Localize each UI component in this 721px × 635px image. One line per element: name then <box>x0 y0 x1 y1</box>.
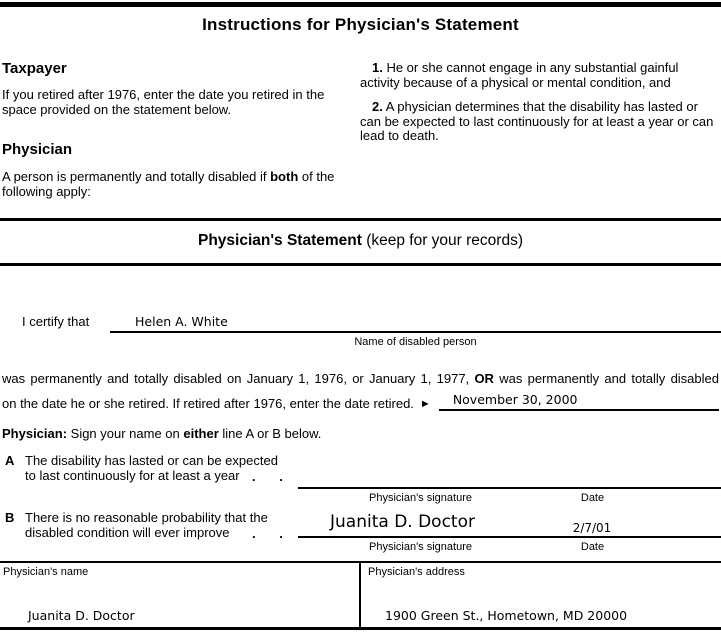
physician-address-label: Physician's address <box>368 566 465 578</box>
item-2-number: 2. <box>372 99 383 114</box>
line-b-leader-dots: . . <box>252 526 293 541</box>
footer-table-bottom-border <box>0 627 721 630</box>
arrowhead-icon: ► <box>419 398 431 410</box>
physician-address-value[interactable]: 1900 Green St., Hometown, MD 20000 <box>385 608 628 623</box>
condition-item-1 <box>360 61 719 90</box>
disabled-line1-bold-or: OR <box>474 371 494 386</box>
disabled-name-value: Helen A. White <box>135 314 228 329</box>
line-b-letter: B <box>5 510 15 525</box>
item-1-text: He or she cannot engage in any substantial gainful activity because of a physical or mental condition, and <box>360 60 679 90</box>
physician-paragraph-bold: both <box>270 169 299 184</box>
physician-paragraph-text2: of the following apply: <box>2 169 335 199</box>
condition-item-2 <box>360 100 719 144</box>
line-b-text-2: disabled condition will ever improve <box>25 524 230 540</box>
signature-line-a[interactable] <box>298 471 721 489</box>
sign-instruction-bold-either: either <box>183 426 219 441</box>
statement-heading-note: (keep for your records) <box>361 232 523 249</box>
line-b-text-1: There is no reasonable probability that the <box>25 510 268 525</box>
disabled-line2-text: on the date he or she retired. If retired after 1976, enter the date retired. <box>2 395 414 411</box>
disabled-name-label: Name of disabled person <box>354 336 477 348</box>
disabled-name-field[interactable] <box>110 312 721 333</box>
disabled-line1-text2: was permanently and totally disabled <box>493 371 719 386</box>
line-b-signature-value: Juanita D. Doctor <box>330 512 475 532</box>
line-a-text-2: to last continuously for at least a year <box>25 467 240 483</box>
certify-prefix: I certify that <box>22 314 90 329</box>
line-a-text-1: The disability has lasted or can be expected <box>25 453 278 468</box>
section-rule-bottom <box>0 263 721 266</box>
line-a-letter: A <box>5 453 15 468</box>
date-retired-field[interactable] <box>439 393 719 411</box>
line-a-signature-label: Physician's signature <box>369 492 472 504</box>
line-a-leader-dots: . . <box>252 469 293 484</box>
physician-name-label: Physician's name <box>3 566 89 578</box>
top-rule <box>0 2 721 7</box>
page-title: Instructions for Physician's Statement <box>202 15 519 34</box>
physician-paragraph <box>2 170 346 199</box>
disabled-paragraph-line2 <box>2 392 719 411</box>
line-b-signature-label: Physician's signature <box>369 541 472 553</box>
line-a-date-label: Date <box>580 492 605 504</box>
statement-heading-bold: Physician's Statement <box>197 232 362 249</box>
physician-paragraph-text: A person is permanently and totally disabled if <box>2 169 271 184</box>
line-b-date-label: Date <box>580 541 605 553</box>
line-b-date-value: 2/7/01 <box>572 521 612 535</box>
physician-name-value[interactable]: Juanita D. Doctor <box>28 608 135 623</box>
taxpayer-paragraph: If you retired after 1976, enter the date you retired in the space provided on the statement below. <box>2 87 325 117</box>
item-1-number: 1. <box>372 60 383 75</box>
footer-table-divider <box>359 561 361 630</box>
taxpayer-heading: Taxpayer <box>2 60 67 77</box>
disabled-paragraph-line1 <box>2 372 719 387</box>
instructions-left-column <box>2 60 346 199</box>
section-rule-top <box>0 218 721 221</box>
sign-instruction <box>2 427 321 442</box>
instructions-right-column <box>360 61 719 144</box>
statement-heading <box>0 232 721 250</box>
item-2-text: A physician determines that the disability has lasted or can be expected to last continuously for at least a year or can lead to death. <box>360 99 714 143</box>
disabled-line1-text: was permanently and totally disabled on January 1, 1976, or January 1, 1977, <box>2 371 475 386</box>
sign-instruction-text2: line A or B below. <box>218 426 322 441</box>
sign-instruction-bold: Physician: <box>2 426 68 441</box>
physician-heading: Physician <box>2 141 73 158</box>
sign-instruction-text: Sign your name on <box>67 426 184 441</box>
date-retired-value: November 30, 2000 <box>452 392 578 407</box>
